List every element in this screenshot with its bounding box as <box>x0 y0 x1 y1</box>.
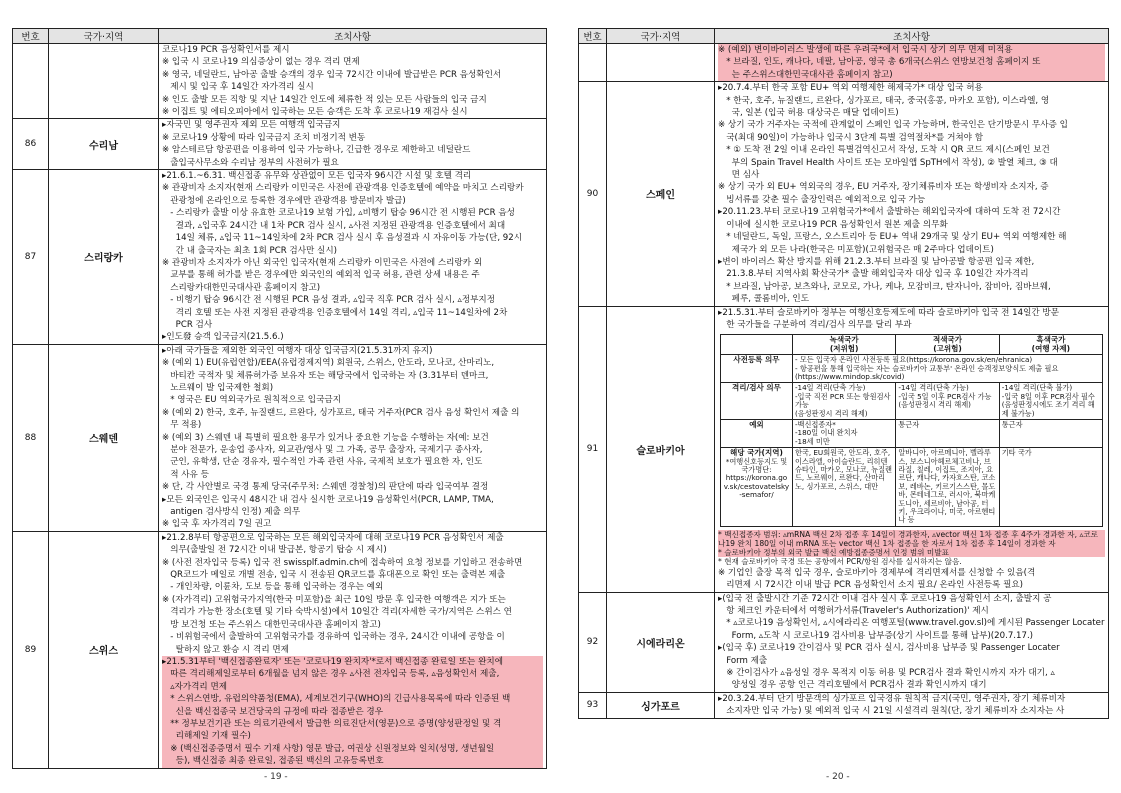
measures-cell <box>159 531 547 768</box>
text-line: 따른 격리해제일로부터 6개월을 넘지 않은 경우 ▵사전 전자입국 등록, ▵음성확인서 제출, <box>162 668 543 680</box>
text-line: ▸(입국 후) 코로나19 간이검사 및 PCR 검사 실시, 검사비용 납부증 및 Passenger Locater <box>718 643 1060 654</box>
page-number: - 20 - <box>826 772 850 782</box>
text-line: * 브라질, 남아공, 보츠와나, 코모로, 가나, 케냐, 모잠비크, 탄자니아, 잠비아, 짐바브웨, <box>718 281 1051 292</box>
text-line: ▸21.5.31부터 '백신접종완료자' 또는 '코로나19 완치자'*로서 백신접종 완료일 또는 완치에 <box>162 656 543 668</box>
row-number: 91 <box>579 306 607 592</box>
text-line: 국(최대 90일)이 가능하나 입국시 3단계 특별 검역절차*를 거쳐야 함 <box>718 132 984 143</box>
measures-cell <box>159 119 547 170</box>
text-line: 간 내 출국자는 최초 1회 PCR 검사만 실시) <box>162 245 337 256</box>
text-line: ▸21.5.31.부터 슬로바키아 정부는 여행신호등제도에 따라 슬로바키아 입국 전 14일간 방문 <box>718 307 1060 318</box>
text-line: 페루, 콜롬비아, 인도 <box>718 294 810 305</box>
row-number: 89 <box>13 531 49 768</box>
text-line: ※ 영국, 네덜란드, 남아공 출발 승객의 경우 입국 72시간 이내에 발급받은 PCR 음성확인서 <box>162 69 502 80</box>
black-exempt: 통근자 <box>999 420 1102 448</box>
countries-note: *여행신호등지도 및 국가명단: https://korona.gov.sk/cestovatelsky-semafor/ <box>723 456 790 500</box>
col-header-country: 국가·지역 <box>49 29 159 44</box>
col-header-measures: 조치사항 <box>159 29 547 44</box>
red-countries: 알바니아, 아르메니아, 벨라루스, 보스니아헤르체고비나, 브라질, 칠레, 이집트, 조지아, 요르단, 캐나다, 카자흐스탄, 코소보, 레바논, 키르기스스탄, 몰도바, 몬테네그로, 러시아, 북마케도니아, 세르비아, 남아공, 터키, 우크라이나, 미국, 아르헨티나 등 <box>896 448 999 527</box>
measures-cell <box>715 692 1109 718</box>
table-row <box>579 82 1109 306</box>
text-line: ※ 관광비자 소지자(현재 스리랑카 이민국은 사전에 관광객용 인증호텔에 예약을 마치고 스리랑카 <box>162 183 524 194</box>
text-line: ※ 암스테르담 항공편을 이용하여 입국 가능하나, 긴급한 경우로 제한하고 네덜란드 <box>162 145 471 156</box>
text-line: 제국가 외 모든 나라(한국은 미포함)(고위험국은 매 2주마다 업데이트) <box>718 244 994 255</box>
text-line: ▸20.11.23.부터 코로나19 고위험국가*에서 출발하는 해외입국자에 대하여 도착 전 72시간 <box>718 207 1061 218</box>
text-line: ▸자국민 및 영주권자 제외 모든 여행객 입국금지 <box>162 120 341 131</box>
table-row <box>13 531 547 768</box>
text-line: ※ 단, 각 사안별로 국경 통제 당국(주무처: 스웨덴 경찰청)의 판단에 따라 입국여부 결정 <box>162 482 489 493</box>
text-line: 이내에 실시한 코로나19 PCR 음성확인서 원본 제출 의무화 <box>718 219 948 230</box>
text-line: ※ (예외 3) 스웨덴 내 특별히 필요한 용무가 있거나 중요한 기능을 수행하는 자(예: 보건 <box>162 432 489 443</box>
text-line: Form 제출 <box>718 655 768 666</box>
text-line: 등), 백신접종 최종 완료일, 접종된 백신의 고유등록번호 <box>162 755 543 767</box>
row-number: 87 <box>13 170 49 345</box>
text-line: ※ 상기 국가 거주자는 국적에 관계없이 스페인 입국 가능하며, 한국인은 단기방문시 무사증 입 <box>718 120 1068 131</box>
text-line: Form, ▵도착 시 코로나19 검사비용 납부증(상기 사이트를 통해 납부)(20.7.17.) <box>718 630 1034 641</box>
black-quarantine: -14일 격리(단축 불가) -입국 8일 이후 PCR검사 필수 (음성판정시에도 조기 격리 해제 불가능) <box>999 383 1102 420</box>
row-number: 90 <box>579 82 607 306</box>
text-line: 교부를 통해 허가를 받은 경우에만 외국인의 예외적 입국 허용, 관련 상세 내용은 주 <box>162 270 480 281</box>
country-name: 스리랑카 <box>49 170 159 345</box>
row-number: 86 <box>13 119 49 170</box>
measures-cell <box>715 592 1109 692</box>
text-line: PCR 검사 <box>162 319 213 330</box>
text-line: 21.3.8.부터 지역사회 확산국가* 출발 해외입국자 대상 입국 후 10일간 자가격리 <box>718 269 1029 280</box>
text-line: ※ 상기 국가 외 EU+ 역외국의 경우, EU 거주자, 장기체류비자 또는 학생비자 소지자, 증 <box>718 182 1049 193</box>
text-line: 소지자만 입국 가능) 및 예외적 입국 시 21일 시설격리 원칙(단, 장기 체류비자 소지자는 사 <box>718 706 1065 717</box>
text-line: 분야 전문가, 운송업 종사자, 외교관/영사 및 그 가족, 공무 출장자, 국제기구 종사자, <box>162 445 483 455</box>
col-header-num: 번호 <box>13 29 49 44</box>
col-header-measures: 조치사항 <box>715 29 1109 44</box>
text-line: ▸20.7.4.부터 한국 포함 EU+ 역외 여행제한 해제국가* 대상 입국 허용 <box>718 83 983 94</box>
text-line: antigen 검사방식 인정) 제출 의무 <box>162 507 301 518</box>
text-line: ** 정부보건기관 또는 의료기관에서 발급한 의료진단서(영문)으로 증명(양성판정일 및 격 <box>162 718 543 730</box>
red-exempt: 통근자 <box>896 420 999 448</box>
text-line: 적 사유 등 <box>162 469 209 480</box>
text-line: 방 보건청 또는 주스위스 대한민국대사관 홈페이지 참고) <box>162 619 381 630</box>
text-line: 격리 호텔 또는 사전 지정된 관광객용 인증호텔에서 14일 격리, ▵입국 11~14일차에 2차 <box>162 307 508 318</box>
text-line: * 스위스연방, 유럽의약품청(EMA), 세계보건기구(WHO)의 긴급사용목록에 따라 인증된 백 <box>162 693 543 705</box>
text-line: 리해제일 기재 필수) <box>162 730 543 742</box>
measures-cell <box>715 44 1109 82</box>
col-header-country: 국가·지역 <box>607 29 715 44</box>
table-row <box>579 306 1109 592</box>
row-number: 92 <box>579 592 607 692</box>
text-line: - 비위험국에서 출발하여 고위험국가를 경유하여 입국하는 경우, 24시간 이내에 공항을 이 <box>162 632 505 643</box>
text-line: ※ (예외 2) 한국, 호주, 뉴질랜드, 르완다, 싱가포르, 태국 거주자(PCR 검사 음성 확인서 제출 의 <box>162 407 520 418</box>
text-line: 는 주스위스대한민국대사관 홈페이지 참고) <box>718 69 1105 81</box>
text-line: * 백신접종자 범위: ▵mRNA 백신 2차 접종 후 14일이 경과한자, ▵vector 백신 1차 접종 후 4주가 경과한 자, ▵코로나19 완치 180일 이내 mRNA 또는 vector 백신 1차 접종을 한 자로서 1차 접종 후 14일이 경과한 자 <box>718 530 1105 548</box>
text-line: 양성일 경우 공항 인근 격리호텔에서 PCR검사 결과 확인시까지 대기 <box>718 680 987 691</box>
country-name: 시에라리온 <box>607 592 715 692</box>
row-number: 88 <box>13 344 49 531</box>
table-row <box>13 119 547 170</box>
green-country-header: 녹색국가 (저위험) <box>792 335 895 355</box>
country-name: 수리남 <box>49 119 159 170</box>
text-line: 부의 Spain Travel Health 사이트 또는 모바일앱 SpTH에서 작성), ② 발열 체크, ③ 대 <box>718 157 1058 168</box>
text-line: * 네덜란드, 독일, 프랑스, 오스트리아 등 EU+ 역내 29개국 및 상기 EU+ 역외 여행제한 해 <box>718 232 1067 243</box>
green-countries: 한국, EU회원국, 안도라, 호주, 이스라엘, 아이슬란드, 리히텐슈타인, 마카오, 모나코, 뉴질랜드, 노르웨이, 르완다, 산마리노, 싱가포르, 스위스, 대만 <box>792 448 895 527</box>
black-country-header: 흑색국가 (여행 자제) <box>999 335 1102 355</box>
text-line: ※ (사전 전자입국 등록) 입국 전 swissplf.admin.ch에 접속하여 요청 정보를 기입하고 전송하면 <box>162 557 523 568</box>
red-quarantine: -14일 격리(단축 가능) -입국 5일 이후 PCR검사 가능 (음성판정시 격리 해제) <box>896 383 999 420</box>
text-line: 신을 백신접종국 보건당국의 규정에 따라 접종받은 경우 <box>162 706 543 718</box>
text-line: 빙서류를 갖춘 필수 출장인력은 예외적으로 입국 가능 <box>718 194 926 205</box>
quarantine-row-label: 격리/검사 의무 <box>720 383 792 420</box>
travel-light-matrix <box>720 334 1103 527</box>
register-row-label: 사전등록 의무 <box>720 355 792 383</box>
text-line: QR코드가 메일로 개별 전송, 입국 시 전송된 QR코드를 휴대폰으로 확인 또는 출력본 제출 <box>162 570 506 581</box>
text-line: ▸아래 국가들을 제외한 외국인 여행자 대상 입국금지(21.5.31까지 유지) <box>162 345 433 356</box>
text-line: * 영국은 EU 역외국가로 원칙적으로 입국금지 <box>162 395 342 406</box>
register-text: - 모든 입국자 온라인 사전등록 필요(https://korona.gov.sk/en/ehranica) - 항공편을 통해 입국하는 자는 슬로바키아 교통부' 온라인 승객정보양식도 제출 필요(https://www.mindop.sk/covid) <box>792 355 1102 383</box>
text-line: 무 적용) <box>162 420 202 431</box>
table-row <box>579 592 1109 692</box>
red-country-header: 적색국가 (고위험) <box>896 335 999 355</box>
text-line: 스리랑카대한민국대사관 홈페이지 참고) <box>162 282 321 293</box>
text-line: 한 국가들을 구분하여 격리/검사 의무를 달리 부과 <box>718 319 912 330</box>
measures-cell <box>159 344 547 531</box>
text-line: 제시 및 입국 후 14일간 자가격리 실시 <box>162 82 314 93</box>
text-line: ※ 인도 출발 모든 직항 및 지난 14일간 인도에 체류한 적 있는 모든 사람들의 입국 금지 <box>162 94 487 105</box>
text-line: ▸인도發 승객 입국금지(21.5.6.) <box>162 332 284 343</box>
country-name: 스위스 <box>49 531 159 768</box>
text-line: ※ (예외 1) EU(유럽연합)/EEA(유럽경제지역) 회원국, 스위스, 안도라, 모나코, 산마리노, <box>162 358 495 369</box>
text-line: ※ 입국 후 자가격리 7일 권고 <box>162 519 272 530</box>
col-header-num: 번호 <box>579 29 607 44</box>
table-row <box>13 344 547 531</box>
page-number: - 19 - <box>264 772 288 782</box>
text-line: - 스리랑카 출발 이상 유효한 코로나19 보험 가입, ▵비행기 탑승 96시간 전 시행된 PCR 음성 <box>162 208 515 219</box>
text-line: ▸모든 외국인은 입국시 48시간 내 검사 실시한 코로나19 음성확인서(PCR, LAMP, TMA, <box>162 494 494 505</box>
text-line: * ▵코로나19 음성확인서, ▵시에라리온 여행포털(www.travel.gov.sl)에 게시된 Passenger Locater <box>718 618 1105 629</box>
country-name: 싱가포르 <box>607 692 715 718</box>
right-page <box>578 28 1109 719</box>
table-row <box>13 44 547 119</box>
text-line: 국, 일본 (입국 허용 대상국은 매달 업데이트) <box>718 108 899 119</box>
left-measures-table <box>12 28 547 769</box>
measures-cell <box>159 170 547 345</box>
text-line: ※ 코로나19 상황에 따라 입국금지 조치 비정기적 변동 <box>162 132 366 143</box>
text-line: ▵자가격리 면제 <box>162 681 543 693</box>
text-line: 출입국사무소와 수리남 정부의 사전허가 필요 <box>162 157 339 168</box>
text-line: 리면제 시 72시간 이내 발급 PCR 음성확인서 소지 필요/ 온라인 사전등록 필요) <box>718 580 1024 591</box>
countries-row-label: 해당 국가(지역) <box>729 448 783 458</box>
black-countries: 기타 국가 <box>999 448 1102 527</box>
text-line: ※ 관광비자 소지자가 아닌 외국인 입국자(현재 스리랑카 이민국은 사전에 스리랑카 외 <box>162 257 483 268</box>
right-measures-table <box>578 28 1109 719</box>
measures-cell <box>715 82 1109 306</box>
text-line: * 슬로바키아 정부의 외국 발급 백신 예방접종증명서 인정 범위 미발표 <box>718 548 1105 557</box>
text-line: * 브라질, 인도, 캐나다, 네팔, 남아공, 영국 총 6개국(스위스 연방보건청 홈페이지 또 <box>718 56 1105 68</box>
table-row <box>579 692 1109 718</box>
text-line: 바티칸 국적자 및 체류허가증 보유자 또는 해당국에서 입국하는 자 (3.31부터 덴마크, <box>162 370 489 381</box>
text-line: 코로나19 PCR 음성확인서를 제시 <box>162 45 290 55</box>
row-number: 93 <box>579 692 607 718</box>
text-line: 14일 체류, ▵입국 11~14일차에 2차 PCR 검사 실시 후 음성결과 시 자유이동 가능(단, 92시 <box>162 233 523 244</box>
text-line: ※ (자가격리) 고위험국가지역(한국 미포함)을 최근 10일 방문 후 입국한 여행객은 지가 또는 <box>162 594 506 605</box>
text-line: - 개인차량, 이륜차, 도보 등을 통해 입국하는 경우는 예외 <box>162 582 384 593</box>
country-name: 스페인 <box>607 82 715 306</box>
text-line: ▸(입국 전 출발시간 기준 72시간 이내 검사 실시 후 코로나19 음성확인서 소지, 출발지 공 <box>718 593 1052 604</box>
text-line: 의무(출발일 전 72시간 이내 발급본, 항공기 탑승 시 제시) <box>162 545 387 556</box>
text-line: ※ 간이검사가 ▵음성일 경우 목적지 이동 허용 및 PCR검사 결과 확인시까지 자가 대기, ▵ <box>718 667 1055 678</box>
text-line: ※ (예외) 변이바이러스 발생에 따른 우려국*에서 입국시 상기 의무 면제 미적용 <box>718 44 1105 56</box>
text-line: ※ 입국 시 코로나19 의심증상이 없는 경우 격리 면제 <box>162 57 360 68</box>
text-line: * 현재 슬로바키아 국경 또는 공항에서 PCR/항원 검사를 실시하지는 않음. <box>718 557 962 567</box>
text-line: ▸20.3.24.부터 단기 방문객의 싱가포르 입국경유 원칙적 금지(국민, 영주권자, 장기 체류비자 <box>718 693 1066 704</box>
text-line: ※ 이집트 및 에티오피아에서 입국하는 모든 승객은 도착 후 코로나19 재검사 실시 <box>162 107 468 118</box>
text-line: ▸변이 바이러스 확산 방지를 위해 21.2.3.부터 브라질 및 남아공발 항공편 입국 제한, <box>718 256 1035 267</box>
text-line: 항 체크인 카운터에서 여행허가서류(Traveler's Authorization)' 제시 <box>718 605 989 616</box>
table-row <box>579 44 1109 82</box>
text-line: * ① 도착 전 2일 이내 온라인 특별검역신고서 작성, 도착 시 QR 코드 제시(스페인 보건 <box>718 145 1050 156</box>
text-line: 관광청에 온라인으로 등록한 경우에만 관광객용 방문비자 발급) <box>162 195 406 206</box>
text-line: * 한국, 호주, 뉴질랜드, 르완다, 싱가포르, 태국, 중국(홍콩, 마카오 포함), 이스라엘, 영 <box>718 95 1050 106</box>
text-line: 탈하지 않고 환승 시 격리 면제 <box>162 644 289 655</box>
green-quarantine: -14일 격리(단축 가능) -입국 직전 PCR 또는 항원검사 가능 (음성판정시 격리 해제) <box>792 383 895 420</box>
text-line: ※ (백신접종증명서 필수 기재 사항) 영문 발급, 여권상 신원정보와 일치(성명, 생년월일 <box>162 743 543 755</box>
measures-cell <box>715 306 1109 592</box>
text-line: 면 심사 <box>718 170 760 181</box>
text-line: ▸21.2.8부터 항공편으로 입국하는 모든 해외입국자에 대해 코로나19 PCR 음성확인서 제출 <box>162 532 504 543</box>
text-line: 결과, ▵입국후 24시간 내 1차 PCR 검사 실시, ▵사전 지정된 관광객용 인증호텔에서 최대 <box>162 220 506 231</box>
text-line: 격리가 가능한 장소(호텔 및 기타 숙박시설)에서 10일간 격리(자세한 국가/지역은 스위스 연 <box>162 607 512 618</box>
text-line: ▸21.6.1.~6.31. 백신접종 유무와 상관없이 모든 입국자 96시간 시설 및 호텔 격리 <box>162 171 472 182</box>
measures-cell <box>159 44 547 119</box>
text-line: - 비행기 탑승 96시간 전 시행된 PCR 음성 결과, ▵입국 직후 PCR 검사 실시, ▵정부지정 <box>162 295 496 306</box>
table-row <box>13 170 547 345</box>
left-page <box>12 28 547 769</box>
country-name: 슬로바키아 <box>607 306 715 592</box>
text-line: 군인, 유학생, 단순 경유자, 필수적인 가족 관련 사유, 국제적 보호가 필요한 자, 인도 <box>162 457 483 468</box>
country-name: 스웨덴 <box>49 344 159 531</box>
exempt-row-label: 예외 <box>720 420 792 448</box>
text-line: ※ 기업인 출장 목적 입국 경우, 슬로바키아 경제부에 격리면제서를 신청할 수 있음(격 <box>718 567 1036 578</box>
green-exempt: -백신접종자* -180일 이내 완치자 -18세 미만 <box>792 420 895 448</box>
text-line: 노르웨이 발 입국제한 철회) <box>162 382 274 393</box>
